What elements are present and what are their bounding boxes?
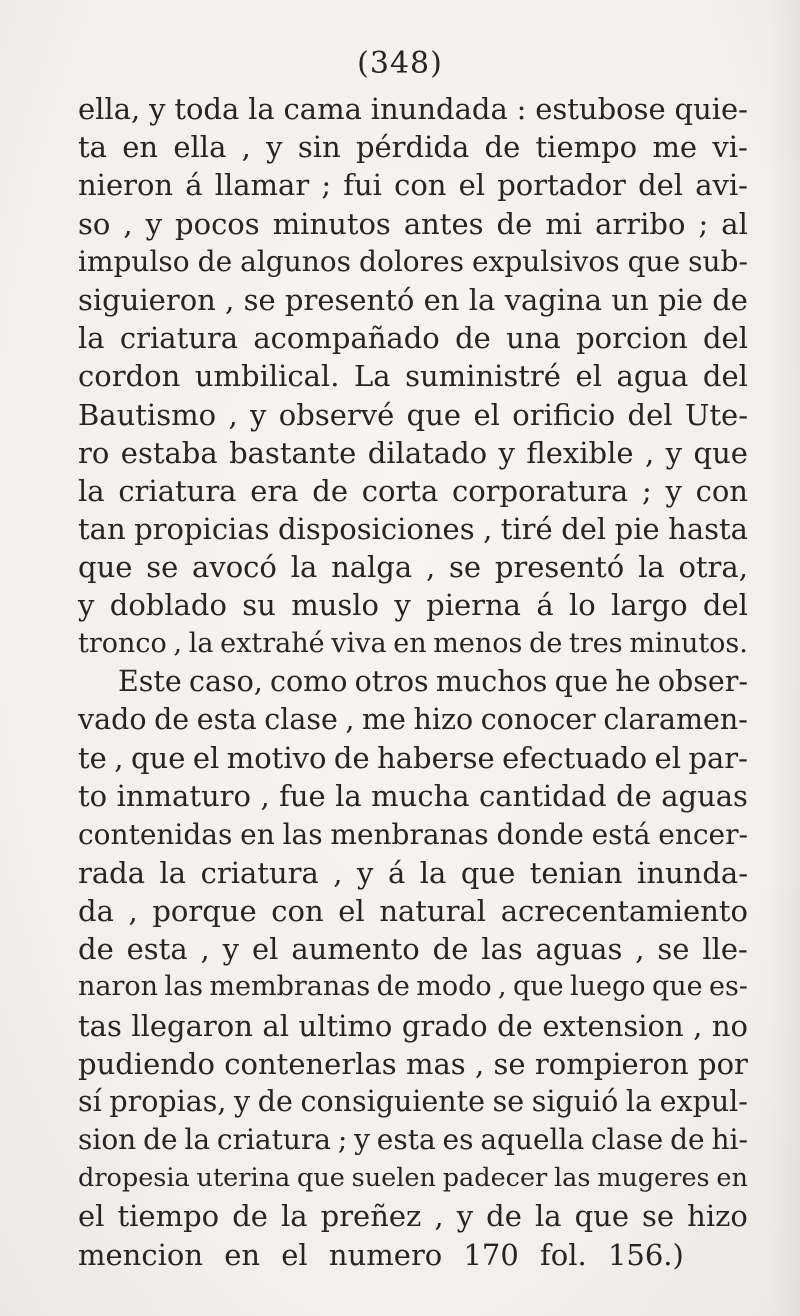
text-line: Este caso, como otros muchos que he obser- [118,664,748,698]
text-line: to inmaturo , fue la mucha cantidad de aguas [78,779,748,814]
text-line: mencion en el numero 170 fol. 156.) [78,1237,684,1272]
page-edge-shadow [770,0,800,1316]
text-line: pudiendo contenerlas mas , se rompieron por [78,1046,748,1081]
text-line: el tiempo de la preñez , y de la que se hizo [78,1199,748,1234]
text-line: sion de la criatura ; y esta es aquella clase de hi- [78,1123,748,1157]
text-line: que se avocó la nalga , se presentó la otra, [78,550,748,585]
text-line: tan propicias disposiciones , tiré del pie hasta [78,512,748,547]
text-line: ta en ella , y sin pérdida de tiempo me vi- [78,130,748,165]
text-line: vado de esta clase , me hizo conocer claramen- [78,703,748,736]
body-text [78,90,748,1274]
text-line: contenidas en las menbranas donde está encer- [78,817,748,851]
text-line: sí propias, y de consiguiente se siguió la expul- [78,1084,748,1118]
text-line: nieron á llamar ; fui con el portador del avi- [78,168,748,203]
text-line: tas llegaron al ultimo grado de extension , no [78,1008,748,1043]
page-number: (348) [357,46,443,81]
text-line: rada la criatura , y á la que tenian inunda- [78,855,748,890]
text-line: Bautismo , y observé que el orificio del Ute- [78,397,748,432]
text-line: ro estaba bastante dilatado y flexible , y que [78,435,748,470]
text-line: y doblado su muslo y pierna á lo largo del [78,588,748,623]
text-line: la criatura era de corta corporatura ; y con [78,473,748,508]
text-line: siguieron , se presentó en la vagina un pie de [78,282,748,317]
text-line: naron las membranas de modo , que luego que es- [78,971,748,1003]
text-line: dropesia uterina que suelen padecer las mugeres en [78,1163,748,1194]
text-line: cordon umbilical. La suministré el agua del [78,359,748,394]
text-line: impulso de algunos dolores expulsivos que sub- [78,244,748,278]
text-line: de esta , y el aumento de las aguas , se lle- [78,932,748,967]
text-line: la criatura acompañado de una porcion del [78,321,748,356]
text-line: da , porque con el natural acrecentamiento [78,893,748,928]
text-line: ella, y toda la cama inundada : estubose quie- [78,92,748,126]
text-line: so , y pocos minutos antes de mi arribo ; al [78,206,748,241]
text-line: te , que el motivo de haberse efectuado el par- [78,741,748,776]
text-line: tronco , la extrahé viva en menos de tres minutos. [78,627,748,659]
